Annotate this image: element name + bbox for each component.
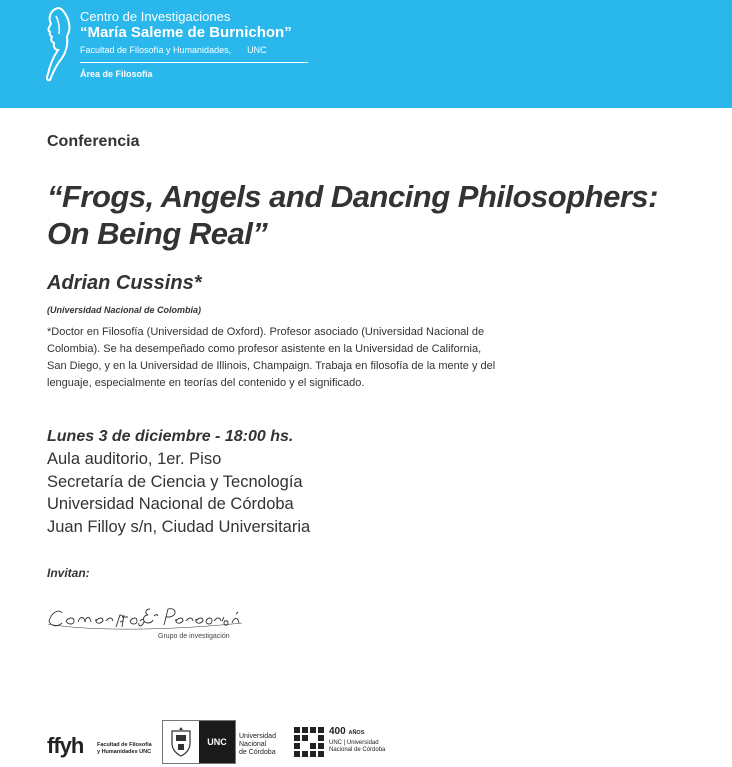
- conceptos-percepcion-logo: [46, 601, 246, 633]
- talk-title-line-1: “Frogs, Angels and Dancing Philosophers:: [47, 179, 658, 214]
- venue-line: Secretaría de Ciencia y Tecnología: [47, 472, 303, 491]
- venue-line: Juan Filloy s/n, Ciudad Universitaria: [47, 517, 311, 536]
- profile-silhouette-logo: [44, 6, 74, 82]
- anniversary-title: [329, 726, 364, 739]
- anniversary-word: AÑOS: [348, 730, 365, 736]
- faculty-unc: UNC: [247, 45, 267, 55]
- unc-name-line: de Córdoba: [239, 749, 276, 756]
- bio-line: lenguaje, especialmente en teorías del contenido y el significado.: [47, 377, 365, 389]
- unc-shield-icon: [163, 721, 199, 763]
- venue-line: Aula auditorio, 1er. Piso: [47, 450, 222, 468]
- bio-line: *Doctor en Filosofía (Universidad de Oxford). Profesor asociado (Universidad Nacional de: [47, 326, 485, 338]
- header-banner: [0, 0, 732, 108]
- speaker-bio: [47, 324, 517, 392]
- anniversary-caption-line: UNC | Universidad: [329, 740, 379, 746]
- event-date: Lunes 3 de diciembre - 18:00 hs.: [47, 428, 294, 445]
- event-venue: [47, 448, 310, 538]
- anniversary-grid-icon: [294, 727, 324, 757]
- invitan-label: Invitan:: [47, 566, 90, 580]
- unc-name-line: Nacional: [239, 741, 267, 748]
- ffyh-caption-line: Facultad de Filosofía: [97, 742, 152, 748]
- institution-block: [80, 9, 308, 80]
- talk-title-line-2: On Being Real”: [47, 216, 268, 251]
- research-group-label: Grupo de investigación: [158, 633, 230, 640]
- speaker-name: Adrian Cussins*: [47, 272, 202, 294]
- area-name: Área de Filosofía: [80, 69, 153, 79]
- anniversary-number: 400: [329, 726, 346, 737]
- institution-honoree: “María Saleme de Burnichon”: [80, 24, 292, 41]
- talk-title: [47, 178, 707, 252]
- unc-logo: [162, 720, 236, 764]
- ffyh-logo: ffyh: [47, 733, 84, 758]
- institution-name: Centro de Investigaciones: [80, 9, 231, 24]
- bio-line: San Diego, y en la Universidad de Illinois, Champaign. Trabaja en filosofía de la mente y del: [47, 360, 496, 372]
- unc-name-line: Universidad: [239, 733, 276, 740]
- ffyh-caption-line: y Humanidades UNC: [97, 749, 152, 755]
- event-type: Conferencia: [47, 133, 140, 150]
- faculty-line: [80, 44, 308, 56]
- bio-line: Colombia). Se ha desempeñado como profesor asistente en la Universidad de California,: [47, 343, 482, 355]
- header-divider: [80, 62, 308, 63]
- unc-wordmark: UNC: [199, 721, 235, 763]
- speaker-affiliation: (Universidad Nacional de Colombia): [47, 305, 202, 315]
- anniversary-caption: [329, 740, 385, 754]
- anniversary-caption-line: Nacional de Córdoba: [329, 747, 386, 753]
- faculty-name: Facultad de Filosofía y Humanidades,: [80, 45, 232, 55]
- ffyh-logo-caption: [97, 742, 152, 756]
- unc-full-name: [239, 733, 276, 757]
- venue-line: Universidad Nacional de Córdoba: [47, 495, 294, 513]
